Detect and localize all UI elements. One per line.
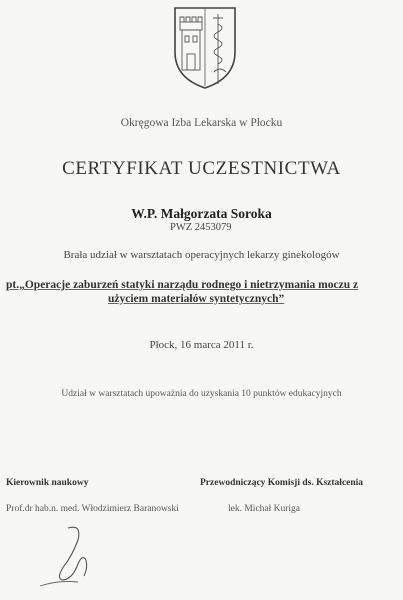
place-and-date: Płock, 16 marca 2011 r. <box>149 339 254 351</box>
committee-chair-label: Przewodniczący Komisji ds. Kształcenia <box>200 478 364 488</box>
scientific-director-label: Kierownik naukowy <box>6 478 89 488</box>
workshop-topic-line2: użyciem materiałów syntetycznych” <box>108 293 285 305</box>
license-number: PWZ 2453079 <box>170 222 232 233</box>
scientific-director-name: Prof.dr hab.n. med. Włodzimierz Baranowski <box>6 504 179 514</box>
certificate-title: CERTYFIKAT UCZESTNICTWA <box>62 158 341 179</box>
coat-of-arms-icon <box>170 4 240 90</box>
education-points-note: Udział w warsztatach upoważnia do uzyskania 10 punktów edukacyjnych <box>61 389 342 399</box>
participation-statement: Brała udział w warsztatach operacyjnych lekarzy ginekologów <box>63 249 340 261</box>
organization-name: Okręgowa Izba Lekarska w Płocku <box>120 117 283 129</box>
handwritten-signature-icon <box>38 520 128 590</box>
workshop-topic-line1: pt.„Operacje zaburzeń statyki narządu rodnego i nietrzymania moczu z <box>6 279 359 291</box>
recipient-name: W.P. Małgorzata Soroka <box>131 206 272 221</box>
committee-chair-name: lek. Michał Kuriga <box>228 504 301 514</box>
